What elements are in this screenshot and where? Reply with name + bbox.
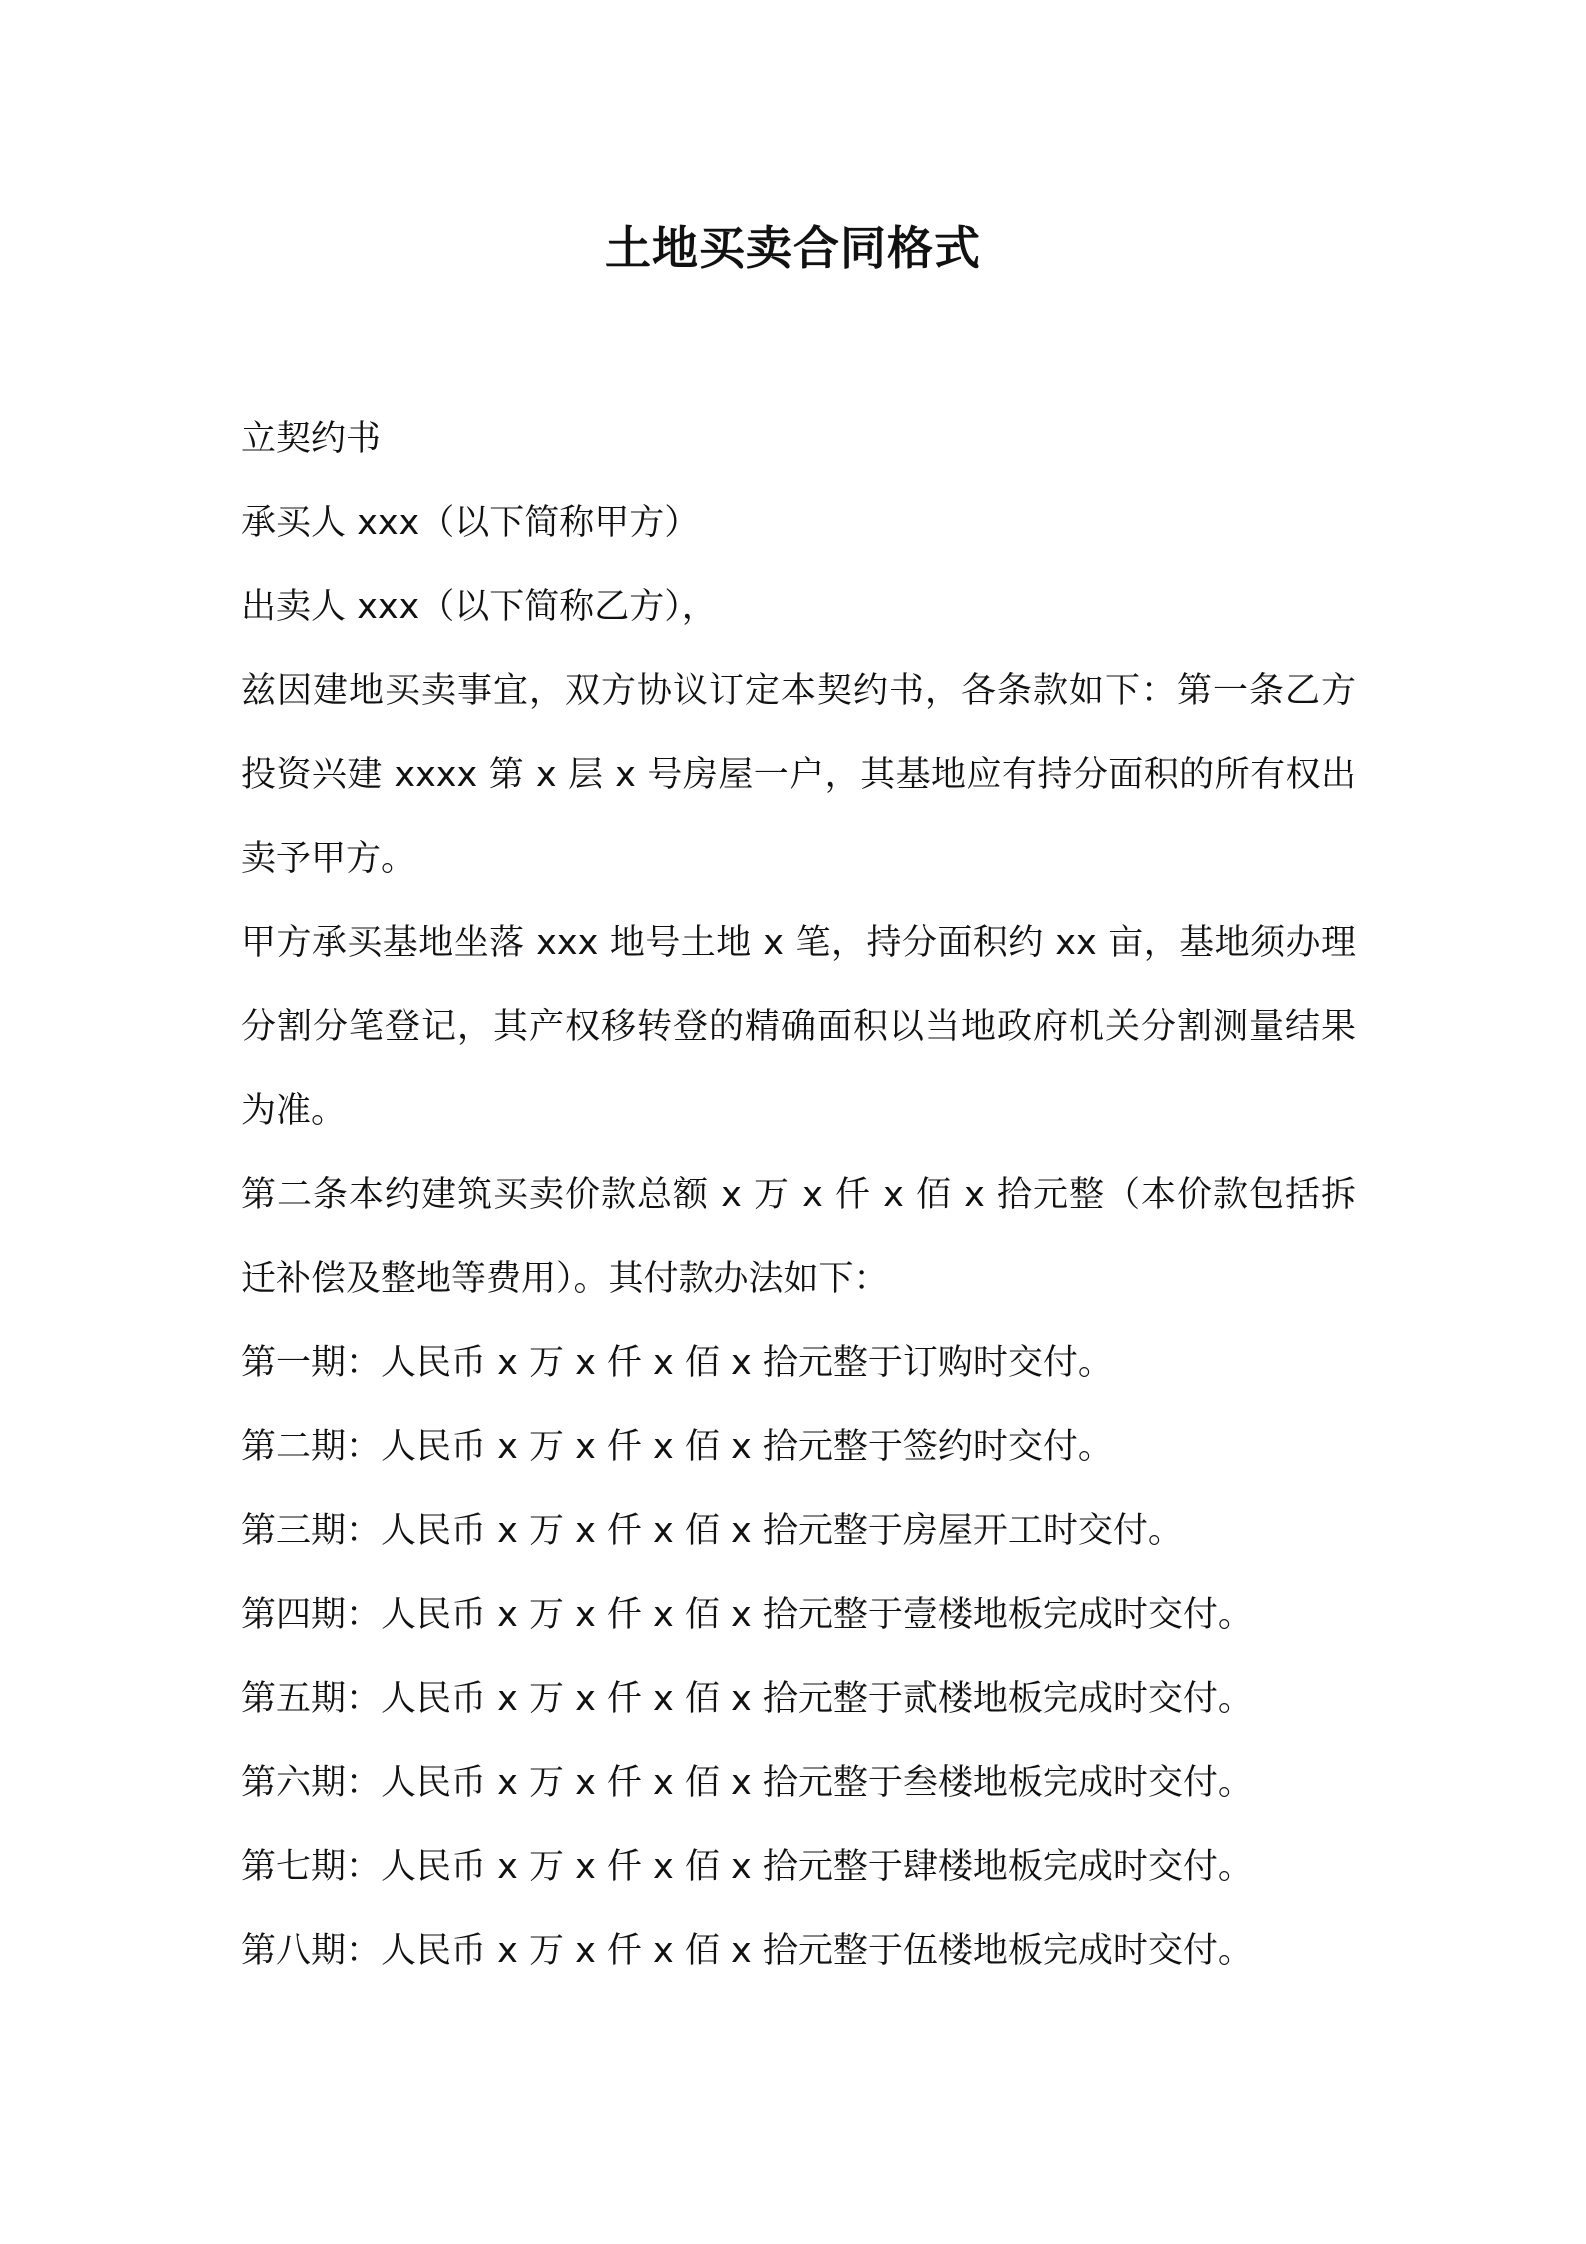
payment-phase-8: 第八期：人民币 x 万 x 仟 x 佰 x 拾元整于伍楼地板完成时交付。	[241, 1931, 1253, 1971]
paragraph-land-details: 甲方承买基地坐落 xxx 地号土地 x 笔，持分面积约 xx 亩，基地须办理分割分笔登记，其产权移转登的精确面积以当地政府机关分割测量结果为准。	[241, 923, 1356, 1131]
payment-phase-3: 第三期：人民币 x 万 x 仟 x 佰 x 拾元整于房屋开工时交付。	[241, 1511, 1183, 1551]
document-body	[241, 397, 1356, 1993]
paragraph-contract-heading: 立契约书	[241, 419, 382, 459]
paragraph-buyer: 承买人 xxx（以下简称甲方）	[241, 503, 700, 543]
payment-phase-2: 第二期：人民币 x 万 x 仟 x 佰 x 拾元整于签约时交付。	[241, 1427, 1113, 1467]
payment-phase-1: 第一期：人民币 x 万 x 仟 x 佰 x 拾元整于订购时交付。	[241, 1343, 1113, 1383]
paragraph-article-two: 第二条本约建筑买卖价款总额 x 万 x 仟 x 佰 x 拾元整（本价款包括拆迁补偿及整地等费用）。其付款办法如下：	[241, 1175, 1356, 1299]
payment-phase-7: 第七期：人民币 x 万 x 仟 x 佰 x 拾元整于肆楼地板完成时交付。	[241, 1847, 1253, 1887]
payment-phase-4: 第四期：人民币 x 万 x 仟 x 佰 x 拾元整于壹楼地板完成时交付。	[241, 1595, 1253, 1635]
payment-phase-6: 第六期：人民币 x 万 x 仟 x 佰 x 拾元整于叁楼地板完成时交付。	[241, 1763, 1253, 1803]
paragraph-seller: 出卖人 xxx（以下简称乙方），	[241, 587, 717, 627]
payment-phase-5: 第五期：人民币 x 万 x 仟 x 佰 x 拾元整于贰楼地板完成时交付。	[241, 1679, 1253, 1719]
document-title: 土地买卖合同格式	[605, 221, 981, 275]
paragraph-article-one: 兹因建地买卖事宜，双方协议订定本契约书，各条款如下：第一条乙方投资兴建 xxxx 第 x 层 x 号房屋一户，其基地应有持分面积的所有权出卖予甲方。	[241, 671, 1356, 879]
